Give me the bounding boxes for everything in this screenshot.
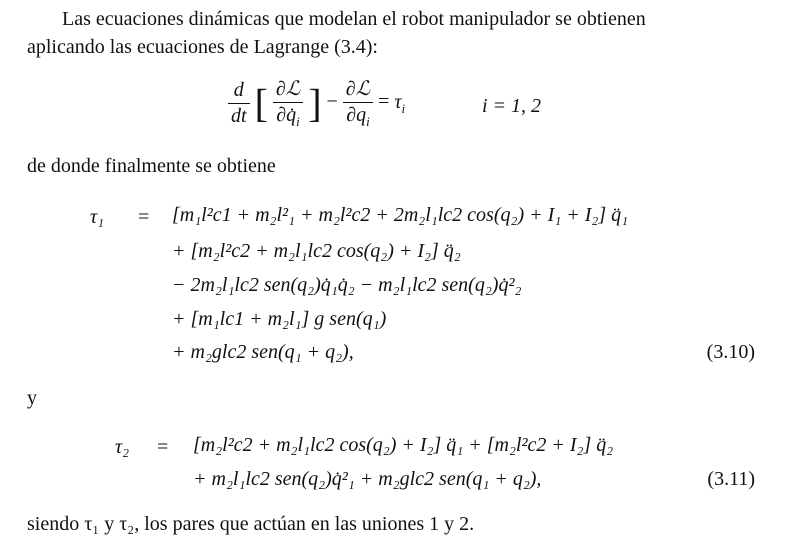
eq310-number: (3.10) [706, 341, 755, 363]
eq310-line-5: + m₂glc2 sen(q₁ + q₂), [172, 341, 354, 363]
conjunction-y: y [27, 387, 37, 409]
eq310-line-3: − 2m₂l₁lc2 sen(q₂)q̇₁q̇₂ − m₂l₁lc2 sen(q₂)q̇²₂ [172, 274, 522, 296]
intro-line-1: Las ecuaciones dinámicas que modelan el robot manipulador se obtienen [62, 8, 646, 30]
eq311-equals: = [157, 436, 169, 458]
right-bracket: ] [308, 80, 322, 126]
eq310-line-2: + [m₂l²c2 + m₂l₁lc2 cos(q₂) + I₂] q̈₂ [172, 240, 461, 262]
lagrange-range: i = 1, 2 [482, 95, 542, 117]
closing-text: siendo τ₁ y τ₂, los pares que actúan en las uniones 1 y 2. [27, 513, 475, 535]
dqdot-denominator: $\partial q̇_i$ [276, 104, 300, 129]
dl-dq-fraction [343, 76, 373, 130]
equals-sign: = [378, 90, 390, 113]
left-bracket: [ [254, 80, 268, 126]
d-dt-fraction [228, 79, 250, 128]
dl-numerator: ∂ℒ [273, 76, 303, 103]
eq310-line-1: [m₁l²c1 + m₂l²₁ + m₂l²c2 + 2m₂l₁lc2 cos(q₂) + I₁ + I₂] q̈₁ [172, 204, 629, 226]
eq310-line-4: + [m₁lc1 + m₂l₁] g sen(q₁) [172, 308, 387, 330]
d-numerator: d [228, 79, 250, 104]
eq311-number: (3.11) [707, 468, 755, 490]
eq310-equals: = [138, 206, 150, 228]
dl-numerator-2: ∂ℒ [343, 76, 373, 103]
tau1-lhs: τ₁ [90, 206, 105, 228]
dl-dqdot-fraction [273, 76, 303, 130]
eq311-line-2: + m₂l₁lc2 sen(q₂)q̇²₁ + m₂glc2 sen(q₁ + q₂), [193, 468, 542, 490]
dt-denominator: dt [231, 104, 247, 127]
tau-i: $\tau_i$ [394, 90, 406, 116]
lagrange-equation [228, 76, 405, 130]
minus-sign: − [326, 90, 338, 113]
intro-line-2: aplicando las ecuaciones de Lagrange (3.4): [27, 36, 378, 58]
tau2-lhs: τ₂ [115, 436, 130, 458]
eq311-line-1: [m₂l²c2 + m₂l₁lc2 cos(q₂) + I₂] q̈₁ + [m₂l²c2 + I₂] q̈₂ [193, 434, 614, 456]
dq-denominator: $\partial q_i$ [346, 104, 370, 129]
transition-text: de donde finalmente se obtiene [27, 155, 276, 177]
